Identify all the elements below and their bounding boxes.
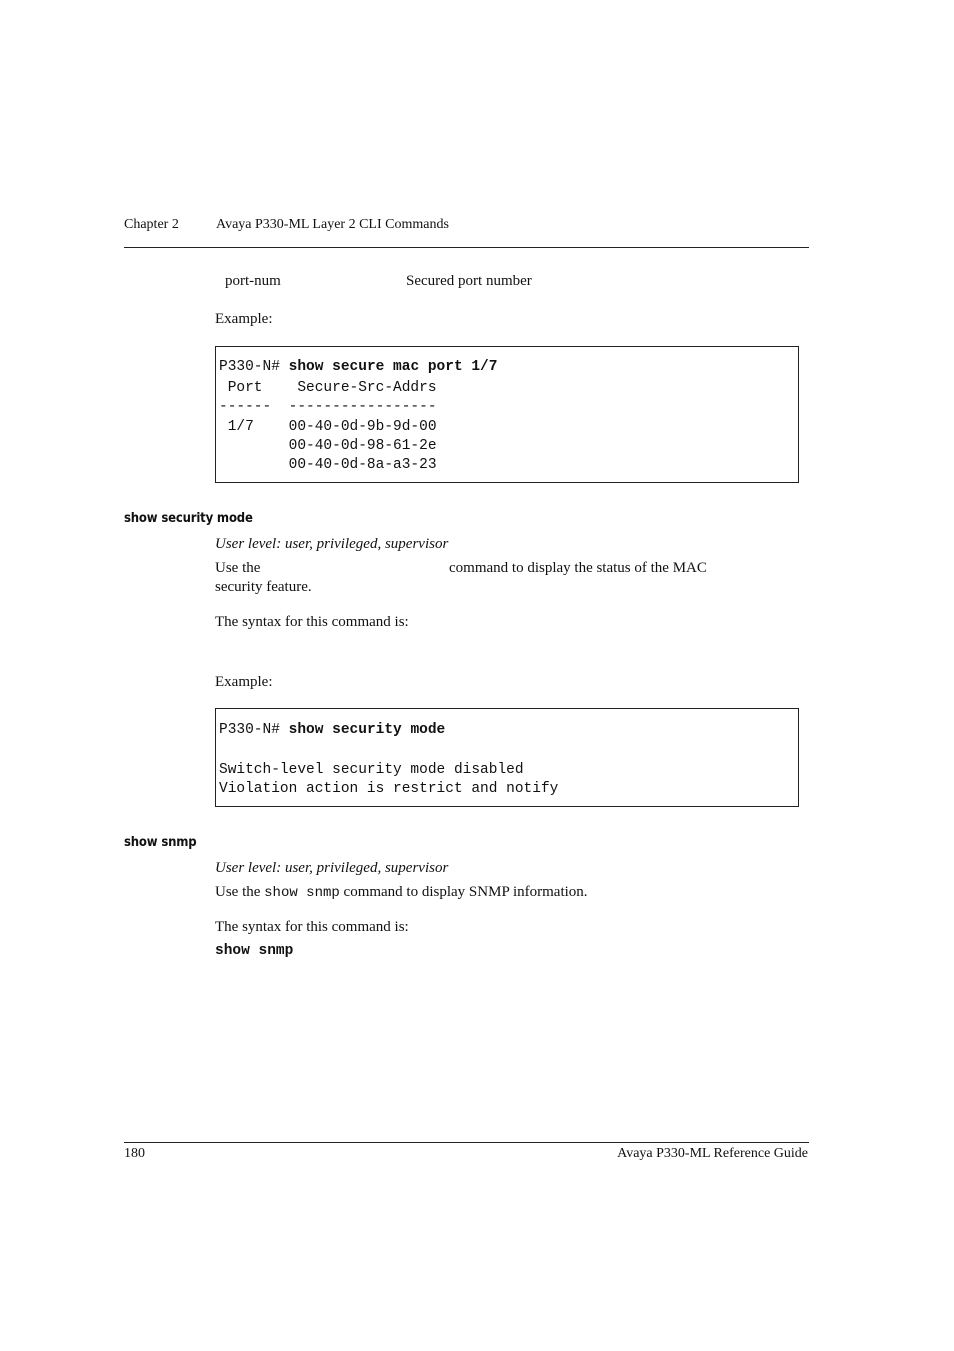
footer-guide-title: Avaya P330-ML Reference Guide (617, 1146, 808, 1161)
snmp-use-the: Use the (215, 884, 265, 900)
code-line: 00-40-0d-98-61-2e (219, 438, 437, 454)
example-label-2: Example: (215, 674, 273, 690)
snmp-description (215, 882, 588, 903)
header-title: Avaya P330-ML Layer 2 CLI Commands (216, 217, 449, 232)
code-block-secure-mac (215, 346, 799, 483)
code-command: show security mode (288, 722, 446, 738)
code-line: 00-40-0d-8a-a3-23 (219, 457, 437, 473)
security-use-the: Use the (215, 560, 261, 576)
footer-rule (124, 1142, 809, 1143)
code-command: show secure mac port 1/7 (288, 359, 498, 375)
code-block-security-mode (215, 708, 799, 807)
param-description: Secured port number (406, 273, 532, 289)
code-line: Switch-level security mode disabled (219, 762, 524, 778)
code-line: 1/7 00-40-0d-9b-9d-00 (219, 419, 437, 435)
snmp-inline-command: show snmp (264, 885, 340, 901)
security-syntax-intro: The syntax for this command is: (215, 614, 409, 630)
code-line: ------ ----------------- (219, 399, 437, 415)
snmp-description-rest: command to display SNMP information. (339, 884, 588, 900)
code-prompt: P330-N# (219, 359, 289, 375)
example-label-1: Example: (215, 311, 273, 327)
page-number: 180 (124, 1146, 145, 1161)
code-prompt-line (219, 721, 445, 740)
code-line: Port Secure-Src-Addrs (219, 380, 437, 396)
code-prompt: P330-N# (219, 722, 289, 738)
header-chapter: Chapter 2 (124, 217, 179, 232)
security-description-line2: security feature. (215, 579, 312, 595)
section-heading-security-mode: show security mode (124, 511, 253, 526)
snmp-syntax: show snmp (215, 943, 294, 959)
section-heading-show-snmp: show snmp (124, 835, 197, 850)
code-prompt-line (219, 358, 497, 377)
header-rule (124, 247, 809, 248)
security-description: command to display the status of the MAC (449, 560, 707, 576)
user-level-security: User level: user, privileged, supervisor (215, 536, 449, 552)
code-line: Violation action is restrict and notify (219, 781, 559, 797)
param-name: port-num (225, 273, 281, 289)
snmp-syntax-intro: The syntax for this command is: (215, 919, 409, 935)
user-level-snmp: User level: user, privileged, supervisor (215, 860, 449, 876)
